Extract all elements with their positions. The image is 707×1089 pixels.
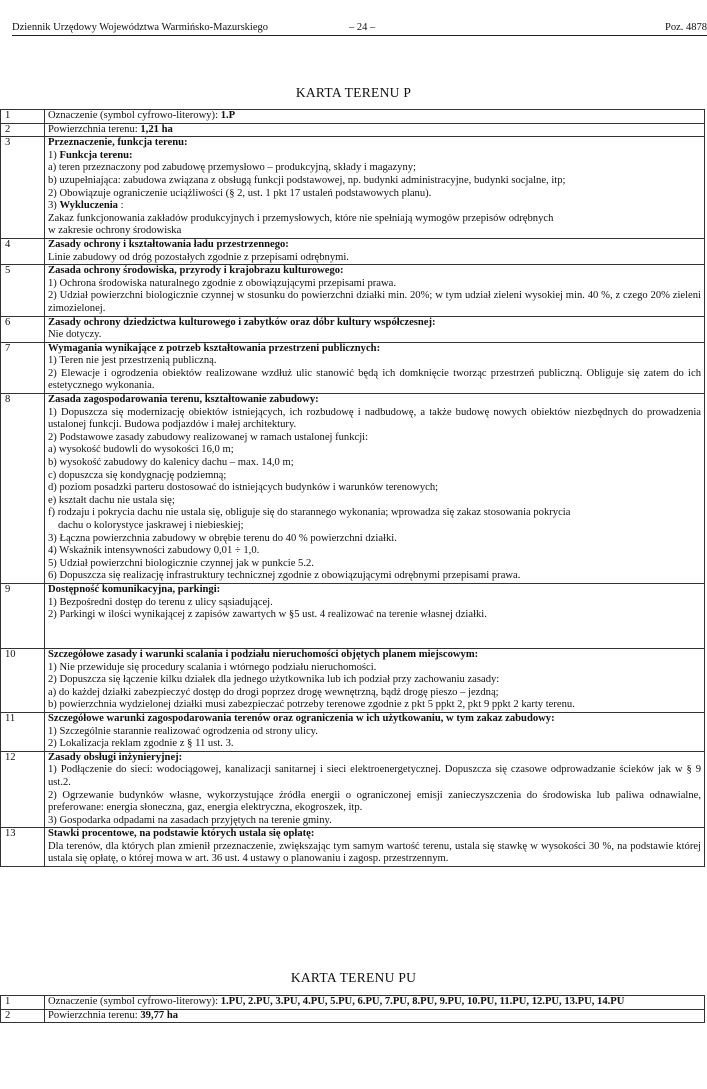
list-item: 4) Wskaźnik intensywności zabudowy 0,01 ÷ 1,0.	[48, 545, 260, 557]
row-number: 2	[1, 1009, 45, 1023]
table-row	[1, 137, 705, 239]
list-item: 2) Elewacje i ogrodzenia obiektów realizowane wzdłuż ulic stanowić będą ich domknięcie tworząc przestrzeń publiczną. Obliguje się zatem do ich estetycznego wykonania.	[48, 367, 701, 392]
table-row	[1, 648, 705, 712]
row-heading: Przeznaczenie, funkcja terenu:	[48, 137, 188, 149]
row-value: 1.PU, 2.PU, 3.PU, 4.PU, 5.PU, 6.PU, 7.PU, 8.PU, 9.PU, 10.PU, 11.PU, 12.PU, 13.PU, 14.PU	[220, 996, 625, 1007]
row-number: 11	[1, 712, 45, 751]
list-item: d) poziom posadzki parteru dostosować do istniejących budynków i warunków terenowych;	[48, 482, 439, 494]
row-number: 4	[1, 238, 45, 264]
page-header	[12, 22, 707, 36]
list-item: Zakaz funkcjonowania zakładów produkcyjnych i przemysłowych, które nie spełniają wymogów przepisów odrębnych	[48, 212, 554, 224]
table-row	[1, 265, 705, 316]
karta-pu-table	[0, 995, 705, 1023]
list-item: f) rodzaju i pokrycia dachu nie ustala się, obliguje się do starannego wykonania; wprowadza się zakaz stosowania pokrycia	[48, 507, 571, 519]
list-item: Linie zabudowy od dróg pozostałych zgodnie z przepisami odrębnymi.	[48, 251, 349, 263]
list-item: 1) Teren nie jest przestrzenią publiczną.	[48, 355, 217, 367]
table-row	[1, 316, 705, 342]
list-item: a) do każdej działki zabezpieczyć dostęp do drogi poprzez drogę wewnętrzną, bądź drogę pieszo – jezdną;	[48, 686, 499, 698]
list-item: a) teren przeznaczony pod zabudowę przemysłowo – produkcyjną, składy i magazyny;	[48, 162, 416, 174]
list-item: w zakresie ochrony środowiska	[48, 225, 182, 237]
list-item: b) powierzchnia wydzielonej działki musi zabezpieczać potrzeby terenowe zgodnie z pkt 5 ppkt 2, pkt 9 ppkt 2 karty terenu.	[48, 699, 575, 711]
row-number: 1	[1, 110, 45, 124]
list-item: 2) Dopuszcza się łączenie kilku działek dla jednego użytkownika lub ich podział przy zachowaniu zasady:	[48, 674, 500, 686]
list-item: 1) Dopuszcza się modernizację obiektów istniejących, ich rozbudowę i nadbudowę, a także budowę nowych obiektów niezbędnych do prowadzenia ustalonej funkcji. Budowa podjazdów i małej architektury.	[48, 406, 701, 431]
row-content	[45, 751, 705, 828]
list-item: b) wysokość zabudowy do kalenicy dachu – max. 14,0 m;	[48, 457, 294, 469]
subheading: Funkcja terenu:	[59, 149, 133, 161]
row-heading: Wymagania wynikające z potrzeb kształtowania przestrzeni publicznych:	[48, 342, 381, 354]
row-heading: Dostępność komunikacyjna, parkingi:	[48, 583, 221, 595]
list-item: 1) Bezpośredni dostęp do terenu z ulicy sąsiadującej.	[48, 596, 273, 608]
row-number: 8	[1, 394, 45, 584]
row-content	[45, 996, 705, 1010]
row-content	[45, 342, 705, 393]
list-item: Dla terenów, dla których plan zmienił przeznaczenie, zwiększając tym samym wartość terenu, ustala się stawkę w wysokości 30 %, na podstawie której ustala się opłatę, o której mowa w art. 36 ust. 4 ustawy o planowaniu i zagosp. przestrzennym.	[48, 840, 701, 865]
row-label: Powierzchnia terenu:	[48, 1009, 138, 1021]
row-label: Powierzchnia terenu:	[48, 123, 138, 135]
row-content	[45, 265, 705, 316]
item-number: 3)	[48, 200, 57, 212]
list-item: 1) Ochrona środowiska naturalnego zgodnie z obowiązującymi przepisami prawa.	[48, 277, 397, 289]
list-item: 5) Udział powierzchni biologicznie czynnej jak w punkcie 5.2.	[48, 557, 314, 569]
list-item: c) dopuszcza się kondygnację podziemną;	[48, 469, 227, 481]
list-item: Nie dotyczy.	[48, 329, 102, 341]
row-content	[45, 828, 705, 867]
list-item: 1) Podłączenie do sieci: wodociągowej, kanalizacji sanitarnej i sieci elektroenergetycznej. Dopuszcza się czasowe odprowadzanie ścieków jak w § 9 ust.2.	[48, 764, 701, 788]
row-content	[45, 712, 705, 751]
karta-p-title: KARTA TERENU P	[295, 85, 412, 100]
row-heading: Zasada ochrony środowiska, przyrody i krajobrazu kulturowego:	[48, 265, 344, 277]
list-item	[48, 150, 701, 163]
list-item: 2) Lokalizacja reklam zgodnie z § 11 ust. 3.	[48, 738, 234, 750]
row-heading: Zasady ochrony i kształtowania ładu przestrzennego:	[48, 238, 289, 250]
table-row	[1, 123, 705, 137]
row-content	[45, 648, 705, 712]
row-number: 1	[1, 996, 45, 1010]
list-item: 2) Parkingi w ilości wynikającej z zapisów zawartych w §5 ust. 4 realizować na terenie własnej działki.	[48, 609, 487, 621]
row-number: 7	[1, 342, 45, 393]
list-item: 6) Dopuszcza się realizację infrastruktury technicznej zgodnie z obowiązującymi odrębnymi przepisami prawa.	[48, 570, 521, 582]
row-number: 2	[1, 123, 45, 137]
page-number: – 24 –	[349, 22, 376, 33]
row-heading: Zasada zagospodarowania terenu, kształtowanie zabudowy:	[48, 394, 319, 406]
row-content	[45, 137, 705, 239]
row-content	[45, 123, 705, 137]
table-row	[1, 583, 705, 648]
row-heading: Stawki procentowe, na podstawie których ustala się opłatę:	[48, 828, 315, 840]
list-item: dachu o kolorystyce jaskrawej i niebieskiej;	[58, 520, 244, 531]
item-number: 1)	[48, 149, 57, 161]
row-content	[45, 394, 705, 584]
row-heading: Szczegółowe warunki zagospodarowania terenów oraz ograniczenia w ich użytkowaniu, w tym zakaz zabudowy:	[48, 712, 555, 724]
list-item: 3) Gospodarka odpadami na zasadach przyjętych na terenie gminy.	[48, 814, 332, 826]
list-item: 1) Szczególnie starannie realizować ogrodzenia od strony ulicy.	[48, 725, 318, 737]
list-item: a) wysokość budowli do wysokości 16,0 m;	[48, 444, 234, 456]
row-number: 13	[1, 828, 45, 867]
subheading: Wykluczenia	[59, 200, 118, 212]
row-number: 12	[1, 751, 45, 828]
karta-pu-title: KARTA TERENU PU	[290, 970, 417, 985]
table-row	[1, 996, 705, 1010]
list-item: 3) Łączna powierzchnia zabudowy w obrębie terenu do 40 % powierzchni działki.	[48, 532, 397, 544]
row-content	[45, 316, 705, 342]
list-item: 3) Wykluczenia :	[48, 200, 124, 212]
row-content	[45, 1009, 705, 1023]
row-number: 9	[1, 583, 45, 648]
row-label: Oznaczenie (symbol cyfrowo-literowy):	[48, 110, 219, 121]
row-content	[45, 238, 705, 264]
table-row	[1, 110, 705, 124]
row-number: 3	[1, 137, 45, 239]
row-heading: Zasady obsługi inżynieryjnej:	[48, 751, 183, 763]
list-item: e) kształt dachu nie ustala się;	[48, 494, 175, 506]
table-row	[1, 1009, 705, 1023]
table-row	[1, 394, 705, 584]
list-item: 1) Nie przewiduje się procedury scalania i wtórnego podziału nieruchomości.	[48, 661, 377, 673]
row-heading: Zasady ochrony dziedzictwa kulturowego i zabytków oraz dóbr kultury współczesnej:	[48, 316, 436, 328]
list-item: 2) Ogrzewanie budynków własne, wykorzystujące źródła energii o ograniczonej emisji zanieczyszczenia do środowiska lub paliwa odnawialne, preferowane: energia słoneczna, gaz, energia elektryczna, ekogroszek, itp.	[48, 789, 701, 814]
table-row	[1, 751, 705, 828]
row-number: 6	[1, 316, 45, 342]
list-item: 2) Podstawowe zasady zabudowy realizowanej w ramach ustalonej funkcji:	[48, 431, 369, 443]
list-item: 2) Obowiązuje ograniczenie uciążliwości (§ 2, ust. 1 pkt 17 ustaleń podstawowych planu).	[48, 187, 432, 199]
table-row	[1, 828, 705, 867]
table-row	[1, 238, 705, 264]
publication-name: Dziennik Urzędowy Województwa Warmińsko-Mazurskiego	[12, 22, 268, 33]
row-value: 1.P	[220, 110, 236, 121]
karta-p-table	[0, 109, 705, 867]
row-label: Oznaczenie (symbol cyfrowo-literowy):	[48, 996, 219, 1007]
row-value: 1,21 ha	[140, 123, 173, 135]
table-row	[1, 342, 705, 393]
row-heading: Szczegółowe zasady i warunki scalania i podziału nieruchomości objętych planem miejscowym:	[48, 648, 479, 660]
table-row	[1, 712, 705, 751]
row-number: 10	[1, 648, 45, 712]
position-number: Poz. 4878	[665, 22, 707, 33]
row-number: 5	[1, 265, 45, 316]
row-value: 39,77 ha	[140, 1009, 179, 1021]
row-content	[45, 110, 705, 124]
list-item: 2) Udział powierzchni biologicznie czynnej w stosunku do powierzchni działki min. 20%; w tym udział zieleni wysokiej min. 40 %, z czego 20% zieleni zimozielonej.	[48, 290, 701, 314]
row-content	[45, 583, 705, 648]
list-item: b) uzupełniająca: zabudowa związana z obsługą funkcji podstawowej, np. budynki administracyjne, budynki socjalne, itp;	[48, 174, 566, 186]
